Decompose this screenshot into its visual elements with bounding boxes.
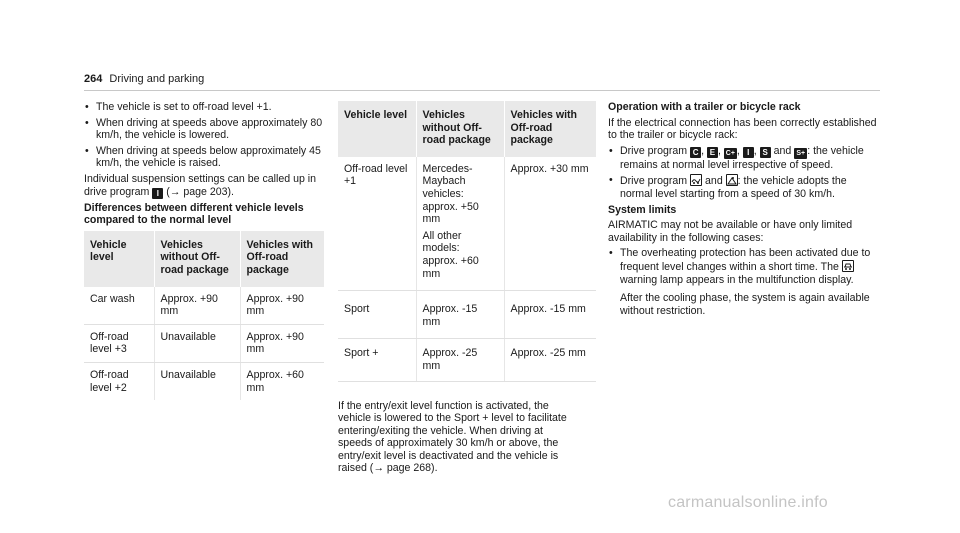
list-item	[608, 174, 878, 200]
suspension-warning-icon	[842, 260, 854, 272]
drive-program-c-icon: C	[690, 147, 701, 158]
table-cell: Unavailable	[154, 324, 240, 362]
bullet-text: : the vehicle adopts the normal level starting from a speed of 30 km/h.	[620, 175, 847, 200]
table-row	[338, 291, 596, 339]
table-header-row	[84, 231, 324, 287]
table-cell: Approx. +90 mm	[240, 324, 324, 362]
table-cell: Off-road level +2	[90, 368, 129, 394]
page-header	[84, 73, 204, 86]
table-cell: Off-road level +1	[338, 157, 416, 291]
table-cell	[416, 157, 504, 291]
column-header: Vehicles without Off-road package	[416, 101, 504, 157]
column-header: Vehicles with Off-road package	[240, 231, 324, 287]
body-paragraph: After the cooling phase, the system is again available without restriction.	[620, 292, 870, 317]
list-item	[608, 247, 878, 286]
section-heading: System limits	[608, 203, 677, 216]
bullet-text: and	[705, 175, 723, 188]
subheading: Differences between different vehicle levels compared to the normal level	[84, 201, 304, 227]
watermark: carmanualsonline.info	[668, 494, 828, 511]
table-cell: Approx. +90 mm	[240, 287, 324, 325]
section-heading: Operation with a trailer or bicycle rack	[608, 101, 801, 113]
hill-program-icon	[726, 174, 738, 186]
table-cell: Approx. -15 mm	[416, 291, 504, 339]
column-header: Vehicle level	[84, 231, 154, 287]
vehicle-level-table-1	[84, 231, 324, 400]
list-item: • When driving at speeds above approximately 80 km/h, the vehicle is lowered.	[84, 117, 324, 142]
bullet-text: Drive program	[620, 175, 688, 188]
cell-paragraph: Mercedes-Maybach vehicles: approx. +50 mm	[422, 162, 479, 226]
table-row	[338, 157, 596, 291]
bullet-text: The overheating protection has been activated due to frequent level changes within a short time. The	[620, 247, 871, 273]
table-cell: Sport +	[338, 339, 416, 381]
page-reference-link[interactable]: (→ page 203).	[166, 185, 234, 198]
table-row	[338, 339, 596, 381]
body-paragraph: If the entry/exit level function is activated, the vehicle is lowered to the Sport + level to facilitate entering/exiting the vehicle. When driving at speeds of approximately 30 km/h or above, the entry/exit level is deactivated and the vehicle is raised (→ page 268).	[338, 399, 567, 475]
table-cell: Car wash	[84, 287, 154, 325]
header-rule	[84, 90, 880, 91]
table-row	[84, 287, 324, 325]
offroad-program-icon	[690, 174, 702, 186]
bullet-text: : the vehicle remains at normal level irrespective of speed.	[620, 144, 864, 171]
list-item: • The vehicle is set to off-road level +1.	[84, 101, 324, 114]
table-row	[84, 324, 324, 362]
column-2	[338, 101, 596, 478]
bullet-text: warning lamp appears in the multifunction display.	[620, 273, 854, 286]
body-paragraph: AIRMATIC may not be available or have only limited availability in the following cases:	[608, 219, 853, 244]
drive-program-i-icon: I	[743, 147, 754, 158]
table-cell: Approx. +60 mm	[240, 362, 324, 400]
section-title: Driving and parking	[109, 73, 205, 85]
paragraph-text: Individual suspension settings can be called up in drive program	[84, 172, 317, 198]
table-cell: Off-road level +3	[84, 324, 154, 362]
drive-program-e-icon: E	[707, 147, 718, 158]
column-1	[84, 101, 324, 400]
column-header: Vehicle level	[338, 101, 416, 157]
vehicle-level-table-2	[338, 101, 596, 382]
body-paragraph: If the electrical connection has been correctly established to the trailer or bicycle rack:	[608, 116, 877, 142]
table-cell: Approx. +90 mm	[154, 287, 240, 325]
list-item: • Drive program C , E , C+ , I , S and S+ : the vehicle remains at normal level irrespective of speed.	[608, 145, 878, 172]
table-cell: Sport	[338, 291, 416, 339]
drive-program-c-plus-icon: C+	[725, 149, 735, 157]
drive-program-s-plus-icon: S+	[794, 148, 807, 159]
table-cell: Approx. -25 mm	[416, 339, 504, 381]
list-item: • When driving at speeds below approximately 45 km/h, the vehicle is raised.	[84, 145, 324, 170]
table-cell: Approx. -15 mm	[504, 291, 596, 339]
table-header-row	[338, 101, 596, 157]
table-row	[84, 362, 324, 400]
page-number: 264	[84, 73, 103, 85]
column-3	[608, 101, 878, 320]
column-header: Vehicles with Off-road package	[504, 101, 596, 157]
column-header: Vehicles without Off-road package	[154, 231, 240, 287]
drive-program-s-icon: S	[760, 147, 771, 158]
table-cell: Approx. -25 mm	[504, 339, 596, 381]
drive-program-i-icon: I	[152, 188, 163, 199]
bullet-text: Drive program	[620, 144, 688, 157]
body-paragraph	[84, 173, 324, 199]
table-cell: Approx. +30 mm	[504, 157, 596, 291]
cell-paragraph: All other models: approx. +60 mm	[422, 229, 479, 280]
table-cell: Unavailable	[154, 362, 240, 400]
